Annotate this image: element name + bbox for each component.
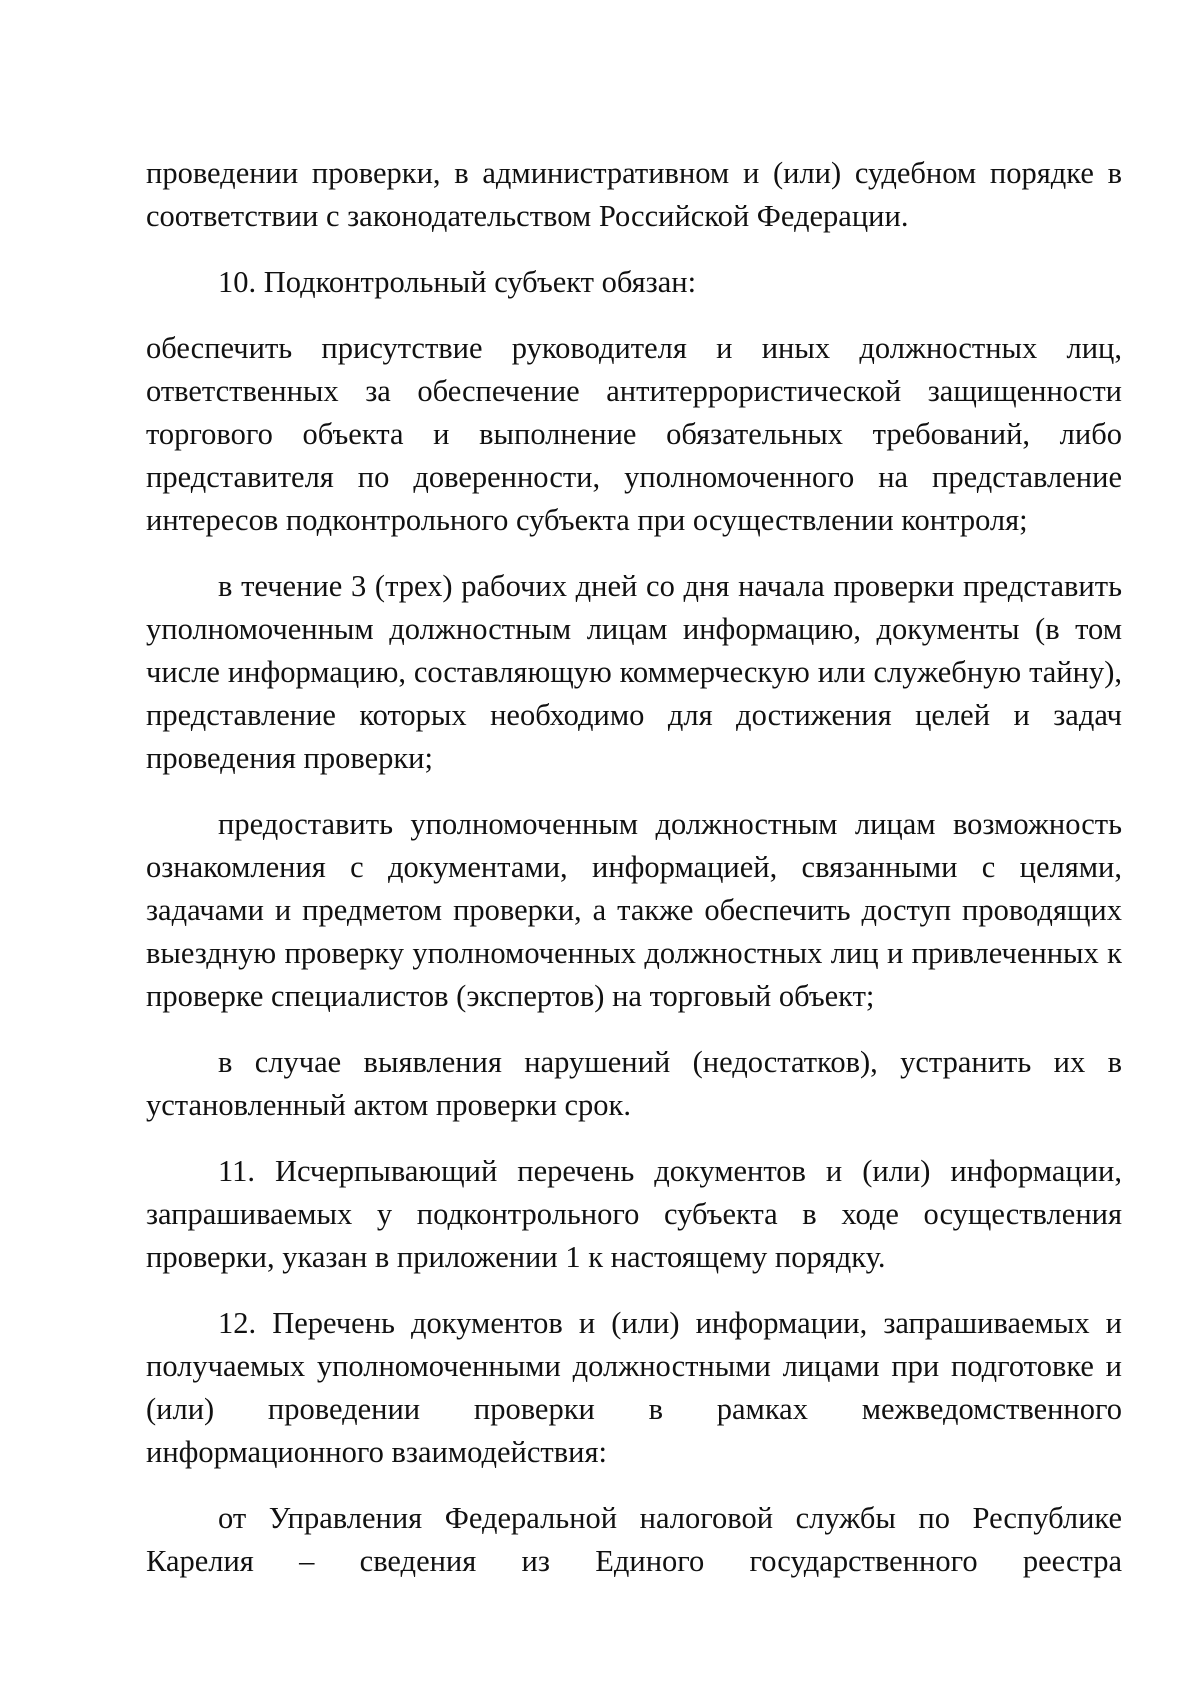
- paragraph-tax-service: от Управления Федеральной налоговой службы по Республике Карелия – сведения из Единого государственного реестра: [146, 1501, 1122, 1578]
- paragraph-item-11: 11. Исчерпывающий перечень документов и (или) информации, запрашиваемых у подконтрольного субъекта в ходе осуществления проверки, указан в приложении 1 к настоящему порядку.: [146, 1154, 1122, 1274]
- document-page: [146, 152, 1122, 1583]
- paragraph-duty-remedy: в случае выявления нарушений (недостатков), устранить их в установленный актом проверки срок.: [146, 1045, 1122, 1122]
- paragraph-duty-presence: обеспечить присутствие руководителя и иных должностных лиц, ответственных за обеспечение антитеррористической защищенности торгового объекта и выполнение обязательных требований, либо представителя по доверенности, уполномоченного на представление интересов подконтрольного субъекта при осуществлении контроля;: [146, 331, 1122, 537]
- paragraph-item-10: 10. Подконтрольный субъект обязан:: [218, 265, 697, 299]
- paragraph-duty-documents: в течение 3 (трех) рабочих дней со дня начала проверки представить уполномоченным должностным лицам информацию, документы (в том числе информацию, составляющую коммерческую или служебную тайну), представление которых необходимо для достижения целей и задач проведения проверки;: [146, 569, 1122, 775]
- paragraph-duty-access: предоставить уполномоченным должностным лицам возможность ознакомления с документами, информацией, связанными с целями, задачами и предметом проверки, а также обеспечить доступ проводящих выездную проверку уполномоченных должностных лиц и привлеченных к проверке специалистов (экспертов) на торговый объект;: [146, 807, 1122, 1013]
- paragraph-item-12: 12. Перечень документов и (или) информации, запрашиваемых и получаемых уполномоченными должностными лицами при подготовке и (или) проведении проверки в рамках межведомственного информационного взаимодействия:: [146, 1306, 1122, 1469]
- paragraph-continuation: проведении проверки, в административном и (или) судебном порядке в соответствии с законодательством Российской Федерации.: [146, 156, 1122, 233]
